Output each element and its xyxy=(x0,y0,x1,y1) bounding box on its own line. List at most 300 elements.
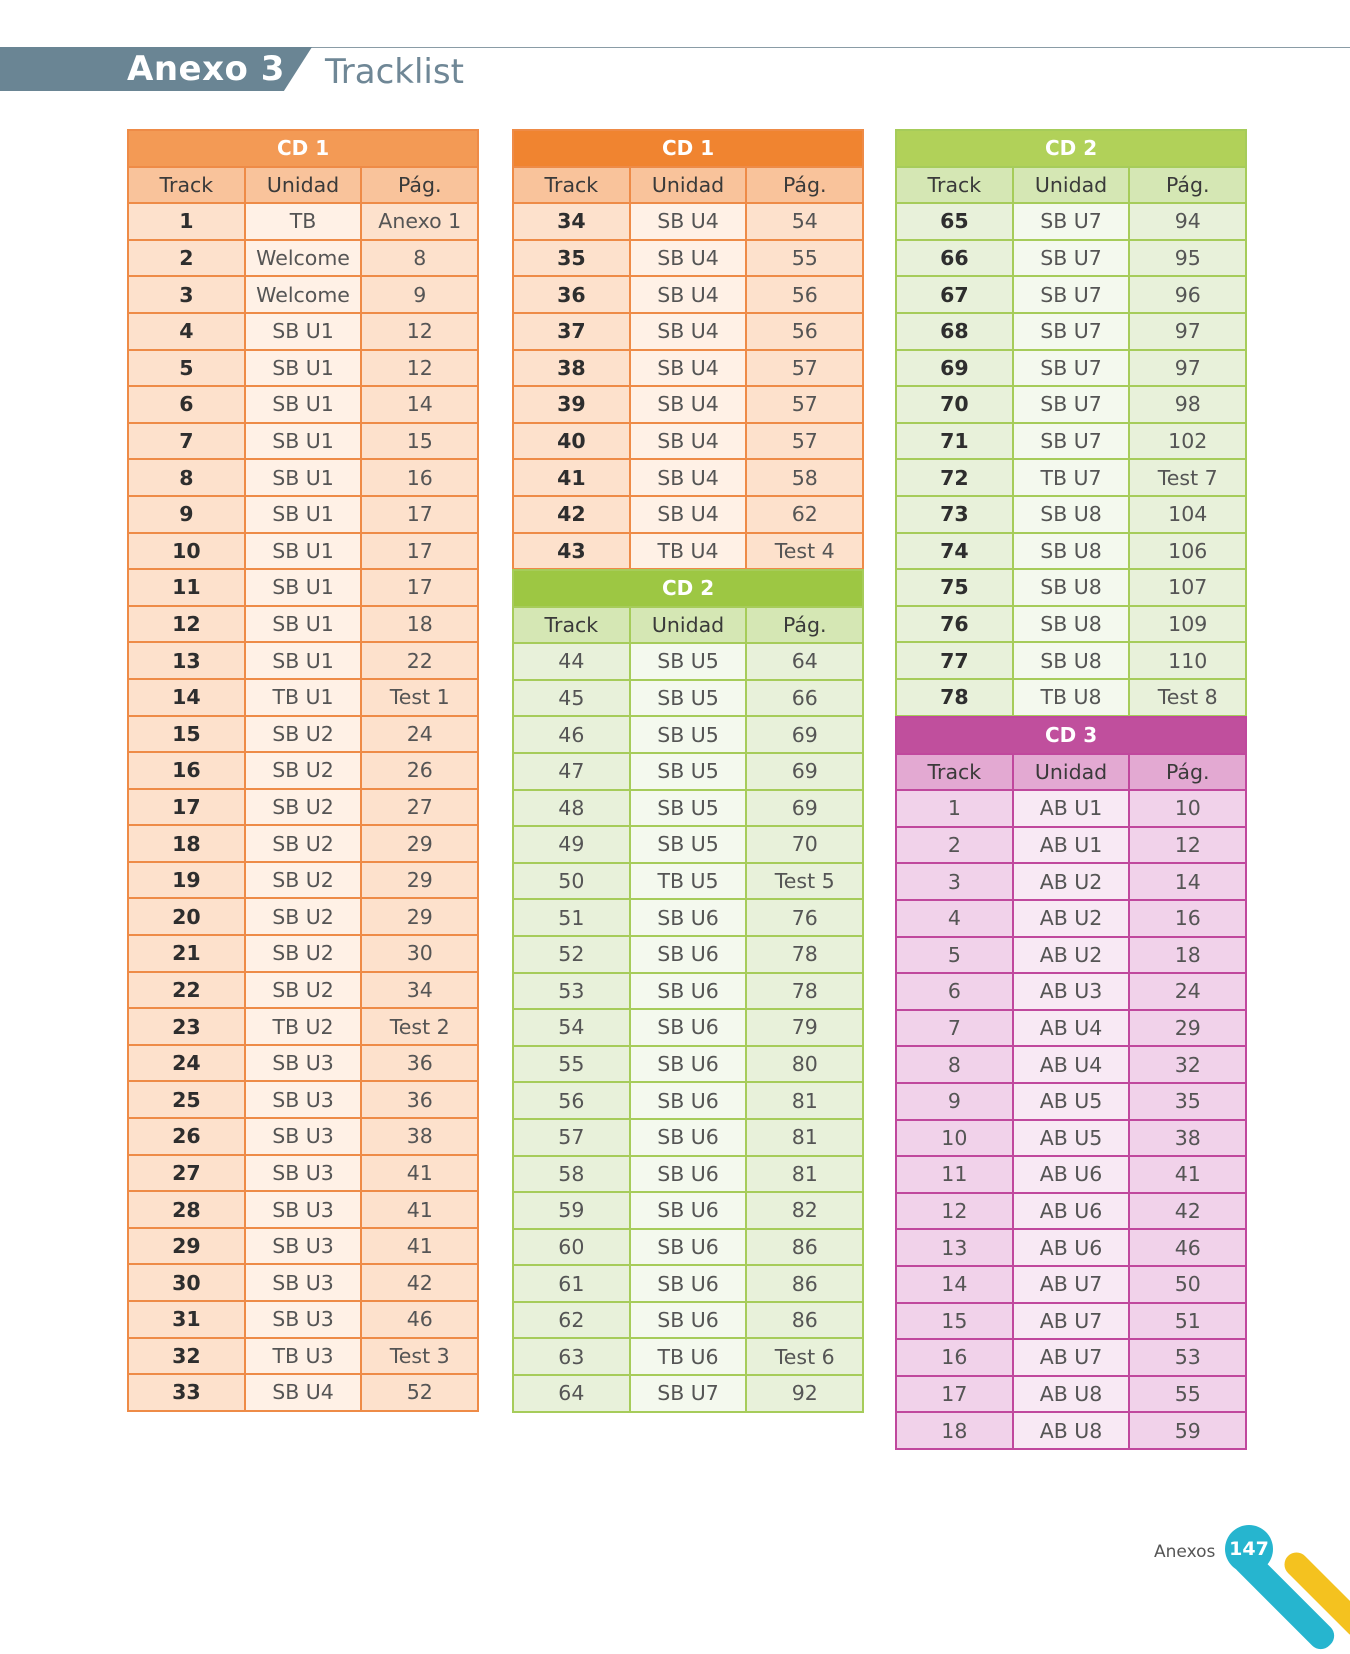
pag-cell: Test 6 xyxy=(746,1338,863,1375)
pag-cell: 81 xyxy=(746,1156,863,1193)
table-row xyxy=(896,1046,1246,1083)
tracklist-table-cd3 xyxy=(895,716,1247,1450)
pag-cell: 12 xyxy=(361,350,478,387)
column-header-track: Track xyxy=(896,167,1013,204)
unidad-cell: SB U3 xyxy=(245,1118,362,1155)
pag-cell: 82 xyxy=(746,1192,863,1229)
pag-cell: 102 xyxy=(1129,423,1246,460)
track-cell: 6 xyxy=(128,386,245,423)
table-row xyxy=(896,937,1246,974)
unidad-cell: SB U2 xyxy=(245,752,362,789)
track-cell: 66 xyxy=(896,240,1013,277)
track-cell: 27 xyxy=(128,1155,245,1192)
table-row xyxy=(128,825,478,862)
unidad-cell: TB U1 xyxy=(245,679,362,716)
table-row xyxy=(896,386,1246,423)
unidad-cell: AB U5 xyxy=(1013,1120,1130,1157)
pag-cell: Test 4 xyxy=(746,533,863,570)
unidad-cell: TB U2 xyxy=(245,1008,362,1045)
table-row xyxy=(896,459,1246,496)
pag-cell: 58 xyxy=(746,459,863,496)
unidad-cell: SB U2 xyxy=(245,789,362,826)
unidad-cell: SB U7 xyxy=(1013,203,1130,240)
pag-cell: 29 xyxy=(1129,1010,1246,1047)
table-row xyxy=(896,973,1246,1010)
pag-cell: 14 xyxy=(361,386,478,423)
unidad-cell: TB U5 xyxy=(630,863,747,900)
unidad-cell: SB U7 xyxy=(1013,423,1130,460)
table-row xyxy=(128,862,478,899)
track-cell: 40 xyxy=(513,423,630,460)
table-row xyxy=(128,935,478,972)
table-row xyxy=(128,1301,478,1338)
pag-cell: 16 xyxy=(361,459,478,496)
unidad-cell: SB U6 xyxy=(630,1046,747,1083)
pag-cell: 81 xyxy=(746,1119,863,1156)
unidad-cell: TB U4 xyxy=(630,533,747,570)
pag-cell: 110 xyxy=(1129,642,1246,679)
table-row xyxy=(513,863,863,900)
pag-cell: 57 xyxy=(746,386,863,423)
unidad-cell: SB U1 xyxy=(245,569,362,606)
column-header-track: Track xyxy=(896,754,1013,791)
table-row xyxy=(896,679,1246,716)
table-row xyxy=(128,752,478,789)
table-row xyxy=(896,496,1246,533)
track-cell: 47 xyxy=(513,753,630,790)
track-cell: 39 xyxy=(513,386,630,423)
unidad-cell: SB U2 xyxy=(245,972,362,1009)
table-row xyxy=(128,533,478,570)
table-row xyxy=(128,423,478,460)
track-cell: 42 xyxy=(513,496,630,533)
table-row xyxy=(896,313,1246,350)
table-row xyxy=(896,350,1246,387)
table-row xyxy=(896,423,1246,460)
track-cell: 28 xyxy=(128,1191,245,1228)
table-row xyxy=(896,1229,1246,1266)
unidad-cell: AB U6 xyxy=(1013,1229,1130,1266)
pag-cell: 17 xyxy=(361,496,478,533)
unidad-cell: SB U3 xyxy=(245,1155,362,1192)
pag-cell: 34 xyxy=(361,972,478,1009)
track-cell: 68 xyxy=(896,313,1013,350)
pag-cell: 46 xyxy=(361,1301,478,1338)
table-row xyxy=(896,1120,1246,1157)
table-row xyxy=(128,313,478,350)
table-row xyxy=(128,1008,478,1045)
track-cell: 10 xyxy=(896,1120,1013,1157)
track-cell: 74 xyxy=(896,533,1013,570)
table-row xyxy=(128,386,478,423)
track-cell: 45 xyxy=(513,680,630,717)
column-header-unidad: Unidad xyxy=(630,167,747,204)
pag-cell: 36 xyxy=(361,1081,478,1118)
tracklist-table-cd1-b xyxy=(512,129,864,570)
tracklist-table-cd2-b xyxy=(895,129,1247,717)
table-row xyxy=(513,350,863,387)
table-row xyxy=(513,1119,863,1156)
track-cell: 9 xyxy=(896,1083,1013,1120)
pag-cell: 29 xyxy=(361,825,478,862)
table-row xyxy=(513,826,863,863)
unidad-cell: SB U4 xyxy=(630,459,747,496)
unidad-cell: SB U8 xyxy=(1013,642,1130,679)
pag-cell: 81 xyxy=(746,1082,863,1119)
unidad-cell: SB U8 xyxy=(1013,496,1130,533)
footer-section-label: Anexos xyxy=(1154,1542,1216,1562)
track-cell: 1 xyxy=(896,790,1013,827)
table-row xyxy=(128,203,478,240)
pag-cell: 41 xyxy=(361,1191,478,1228)
tracklist-table-cd2-a xyxy=(512,569,864,1413)
track-cell: 34 xyxy=(513,203,630,240)
table-row xyxy=(896,1339,1246,1376)
pag-cell: 55 xyxy=(746,240,863,277)
unidad-cell: SB U6 xyxy=(630,936,747,973)
pag-cell: 38 xyxy=(1129,1120,1246,1157)
unidad-cell: SB U2 xyxy=(245,935,362,972)
column-header-unidad: Unidad xyxy=(1013,167,1130,204)
unidad-cell: AB U8 xyxy=(1013,1412,1130,1449)
pag-cell: 22 xyxy=(361,642,478,679)
table-row xyxy=(513,386,863,423)
track-cell: 57 xyxy=(513,1119,630,1156)
table-row xyxy=(513,716,863,753)
unidad-cell: SB U1 xyxy=(245,386,362,423)
table-row xyxy=(128,716,478,753)
unidad-cell: SB U4 xyxy=(630,313,747,350)
track-cell: 33 xyxy=(128,1374,245,1411)
unidad-cell: SB U4 xyxy=(630,496,747,533)
unidad-cell: AB U4 xyxy=(1013,1010,1130,1047)
table-row xyxy=(513,1375,863,1412)
track-cell: 7 xyxy=(896,1010,1013,1047)
unidad-cell: SB U7 xyxy=(1013,350,1130,387)
pag-cell: 97 xyxy=(1129,313,1246,350)
unidad-cell: SB U2 xyxy=(245,825,362,862)
table-row xyxy=(896,203,1246,240)
pag-cell: 78 xyxy=(746,973,863,1010)
table-row xyxy=(513,899,863,936)
table-row xyxy=(513,1302,863,1339)
track-cell: 31 xyxy=(128,1301,245,1338)
table-row xyxy=(513,790,863,827)
table-row xyxy=(896,569,1246,606)
unidad-cell: SB U4 xyxy=(245,1374,362,1411)
unidad-cell: AB U2 xyxy=(1013,937,1130,974)
track-cell: 77 xyxy=(896,642,1013,679)
table-row xyxy=(896,642,1246,679)
pag-cell: 57 xyxy=(746,423,863,460)
table-row xyxy=(896,1412,1246,1449)
track-cell: 41 xyxy=(513,459,630,496)
unidad-cell: SB U1 xyxy=(245,533,362,570)
track-cell: 4 xyxy=(896,900,1013,937)
table-row xyxy=(513,680,863,717)
track-cell: 51 xyxy=(513,899,630,936)
track-cell: 46 xyxy=(513,716,630,753)
column-header-pag: Pág. xyxy=(746,167,863,204)
unidad-cell: SB U2 xyxy=(245,862,362,899)
track-cell: 60 xyxy=(513,1229,630,1266)
track-cell: 71 xyxy=(896,423,1013,460)
unidad-cell: TB U3 xyxy=(245,1338,362,1375)
unidad-cell: AB U7 xyxy=(1013,1266,1130,1303)
pag-cell: 107 xyxy=(1129,569,1246,606)
pag-cell: 27 xyxy=(361,789,478,826)
pag-cell: 42 xyxy=(1129,1193,1246,1230)
pag-cell: 109 xyxy=(1129,606,1246,643)
pag-cell: 86 xyxy=(746,1265,863,1302)
pag-cell: 66 xyxy=(746,680,863,717)
unidad-cell: SB U5 xyxy=(630,680,747,717)
track-cell: 32 xyxy=(128,1338,245,1375)
cd-title: CD 3 xyxy=(896,717,1246,754)
page-number: 147 xyxy=(1225,1525,1273,1573)
track-cell: 10 xyxy=(128,533,245,570)
track-cell: 63 xyxy=(513,1338,630,1375)
track-cell: 2 xyxy=(896,827,1013,864)
pag-cell: Test 3 xyxy=(361,1338,478,1375)
table-row xyxy=(896,1083,1246,1120)
unidad-cell: SB U5 xyxy=(630,643,747,680)
pag-cell: 41 xyxy=(361,1155,478,1192)
table-row xyxy=(128,1045,478,1082)
track-cell: 18 xyxy=(128,825,245,862)
table-row xyxy=(513,643,863,680)
table-row xyxy=(128,276,478,313)
unidad-cell: TB xyxy=(245,203,362,240)
unidad-cell: AB U7 xyxy=(1013,1339,1130,1376)
header-rule xyxy=(290,47,1350,48)
pag-cell: 18 xyxy=(361,606,478,643)
unidad-cell: SB U3 xyxy=(245,1045,362,1082)
table-row xyxy=(128,569,478,606)
pag-cell: 70 xyxy=(746,826,863,863)
table-row xyxy=(128,1264,478,1301)
pag-cell: 51 xyxy=(1129,1303,1246,1340)
pag-cell: 15 xyxy=(361,423,478,460)
track-cell: 16 xyxy=(896,1339,1013,1376)
track-cell: 54 xyxy=(513,1009,630,1046)
pag-cell: 86 xyxy=(746,1229,863,1266)
unidad-cell: SB U2 xyxy=(245,716,362,753)
track-cell: 59 xyxy=(513,1192,630,1229)
unidad-cell: SB U4 xyxy=(630,276,747,313)
unidad-cell: AB U2 xyxy=(1013,900,1130,937)
table-row xyxy=(896,1266,1246,1303)
pag-cell: 42 xyxy=(361,1264,478,1301)
track-cell: 58 xyxy=(513,1156,630,1193)
track-cell: 2 xyxy=(128,240,245,277)
track-cell: 55 xyxy=(513,1046,630,1083)
table-row xyxy=(128,1228,478,1265)
pag-cell: 78 xyxy=(746,936,863,973)
column-header-track: Track xyxy=(128,167,245,204)
pag-cell: Anexo 1 xyxy=(361,203,478,240)
unidad-cell: AB U3 xyxy=(1013,973,1130,1010)
unidad-cell: SB U3 xyxy=(245,1264,362,1301)
track-cell: 8 xyxy=(128,459,245,496)
unidad-cell: SB U1 xyxy=(245,459,362,496)
pag-cell: 55 xyxy=(1129,1376,1246,1413)
table-row xyxy=(128,898,478,935)
track-cell: 5 xyxy=(128,350,245,387)
table-row xyxy=(513,1009,863,1046)
column-header-unidad: Unidad xyxy=(1013,754,1130,791)
unidad-cell: SB U6 xyxy=(630,1229,747,1266)
column-header-pag: Pág. xyxy=(361,167,478,204)
track-cell: 20 xyxy=(128,898,245,935)
track-cell: 18 xyxy=(896,1412,1013,1449)
track-cell: 1 xyxy=(128,203,245,240)
track-cell: 49 xyxy=(513,826,630,863)
track-cell: 69 xyxy=(896,350,1013,387)
track-cell: 3 xyxy=(896,863,1013,900)
table-row xyxy=(513,973,863,1010)
track-cell: 26 xyxy=(128,1118,245,1155)
pag-cell: 8 xyxy=(361,240,478,277)
unidad-cell: SB U1 xyxy=(245,423,362,460)
track-cell: 3 xyxy=(128,276,245,313)
unidad-cell: AB U6 xyxy=(1013,1156,1130,1193)
pag-cell: 96 xyxy=(1129,276,1246,313)
unidad-cell: SB U6 xyxy=(630,1009,747,1046)
unidad-cell: SB U5 xyxy=(630,753,747,790)
track-cell: 11 xyxy=(896,1156,1013,1193)
track-cell: 5 xyxy=(896,937,1013,974)
column-header-unidad: Unidad xyxy=(630,607,747,644)
table-row xyxy=(513,313,863,350)
table-row xyxy=(513,240,863,277)
pag-cell: 52 xyxy=(361,1374,478,1411)
track-cell: 56 xyxy=(513,1082,630,1119)
table-row xyxy=(896,827,1246,864)
unidad-cell: SB U1 xyxy=(245,313,362,350)
track-cell: 21 xyxy=(128,935,245,972)
pag-cell: 104 xyxy=(1129,496,1246,533)
table-row xyxy=(896,1376,1246,1413)
pag-cell: 69 xyxy=(746,716,863,753)
track-cell: 17 xyxy=(128,789,245,826)
table-row xyxy=(128,642,478,679)
track-cell: 53 xyxy=(513,973,630,1010)
track-cell: 12 xyxy=(896,1193,1013,1230)
table-row xyxy=(513,459,863,496)
track-cell: 61 xyxy=(513,1265,630,1302)
unidad-cell: SB U8 xyxy=(1013,569,1130,606)
table-row xyxy=(128,1118,478,1155)
table-row xyxy=(896,1193,1246,1230)
unidad-cell: Welcome xyxy=(245,240,362,277)
pag-cell: 97 xyxy=(1129,350,1246,387)
track-cell: 35 xyxy=(513,240,630,277)
table-row xyxy=(128,1081,478,1118)
unidad-cell: SB U3 xyxy=(245,1228,362,1265)
cd-title: CD 2 xyxy=(896,130,1246,167)
column-header-track: Track xyxy=(513,607,630,644)
unidad-cell: AB U8 xyxy=(1013,1376,1130,1413)
table-row xyxy=(513,1082,863,1119)
pag-cell: Test 1 xyxy=(361,679,478,716)
table-row xyxy=(128,789,478,826)
track-cell: 13 xyxy=(128,642,245,679)
pag-cell: 59 xyxy=(1129,1412,1246,1449)
track-cell: 15 xyxy=(896,1303,1013,1340)
track-cell: 75 xyxy=(896,569,1013,606)
unidad-cell: SB U4 xyxy=(630,423,747,460)
track-cell: 17 xyxy=(896,1376,1013,1413)
track-cell: 37 xyxy=(513,313,630,350)
track-cell: 22 xyxy=(128,972,245,1009)
unidad-cell: SB U1 xyxy=(245,606,362,643)
pag-cell: 50 xyxy=(1129,1266,1246,1303)
track-cell: 30 xyxy=(128,1264,245,1301)
pag-cell: 32 xyxy=(1129,1046,1246,1083)
table-row xyxy=(896,863,1246,900)
table-row xyxy=(513,1046,863,1083)
track-cell: 14 xyxy=(128,679,245,716)
unidad-cell: SB U5 xyxy=(630,716,747,753)
table-row xyxy=(128,1155,478,1192)
track-cell: 73 xyxy=(896,496,1013,533)
pag-cell: 46 xyxy=(1129,1229,1246,1266)
unidad-cell: SB U6 xyxy=(630,1192,747,1229)
unidad-cell: SB U5 xyxy=(630,790,747,827)
pag-cell: 41 xyxy=(1129,1156,1246,1193)
unidad-cell: SB U6 xyxy=(630,1119,747,1156)
unidad-cell: TB U6 xyxy=(630,1338,747,1375)
unidad-cell: AB U6 xyxy=(1013,1193,1130,1230)
pag-cell: 57 xyxy=(746,350,863,387)
table-row xyxy=(128,240,478,277)
table-row xyxy=(896,1303,1246,1340)
table-row xyxy=(128,1374,478,1411)
pag-cell: 30 xyxy=(361,935,478,972)
pag-cell: Test 8 xyxy=(1129,679,1246,716)
column-header-pag: Pág. xyxy=(1129,754,1246,791)
table-row xyxy=(513,423,863,460)
unidad-cell: SB U4 xyxy=(630,386,747,423)
unidad-cell: SB U4 xyxy=(630,350,747,387)
unidad-cell: SB U4 xyxy=(630,240,747,277)
pag-cell: 36 xyxy=(361,1045,478,1082)
table-row xyxy=(513,533,863,570)
table-row xyxy=(513,276,863,313)
table-row xyxy=(896,276,1246,313)
pag-cell: Test 2 xyxy=(361,1008,478,1045)
track-cell: 50 xyxy=(513,863,630,900)
track-cell: 6 xyxy=(896,973,1013,1010)
pag-cell: 62 xyxy=(746,496,863,533)
page-subtitle: Tracklist xyxy=(325,52,464,92)
unidad-cell: SB U3 xyxy=(245,1301,362,1338)
column-header-track: Track xyxy=(513,167,630,204)
unidad-cell: SB U7 xyxy=(630,1375,747,1412)
track-cell: 48 xyxy=(513,790,630,827)
unidad-cell: AB U5 xyxy=(1013,1083,1130,1120)
pag-cell: 18 xyxy=(1129,937,1246,974)
track-cell: 7 xyxy=(128,423,245,460)
pag-cell: 9 xyxy=(361,276,478,313)
table-row xyxy=(513,753,863,790)
table-row xyxy=(128,459,478,496)
pag-cell: 92 xyxy=(746,1375,863,1412)
table-row xyxy=(896,533,1246,570)
table-row xyxy=(513,203,863,240)
pag-cell: 14 xyxy=(1129,863,1246,900)
